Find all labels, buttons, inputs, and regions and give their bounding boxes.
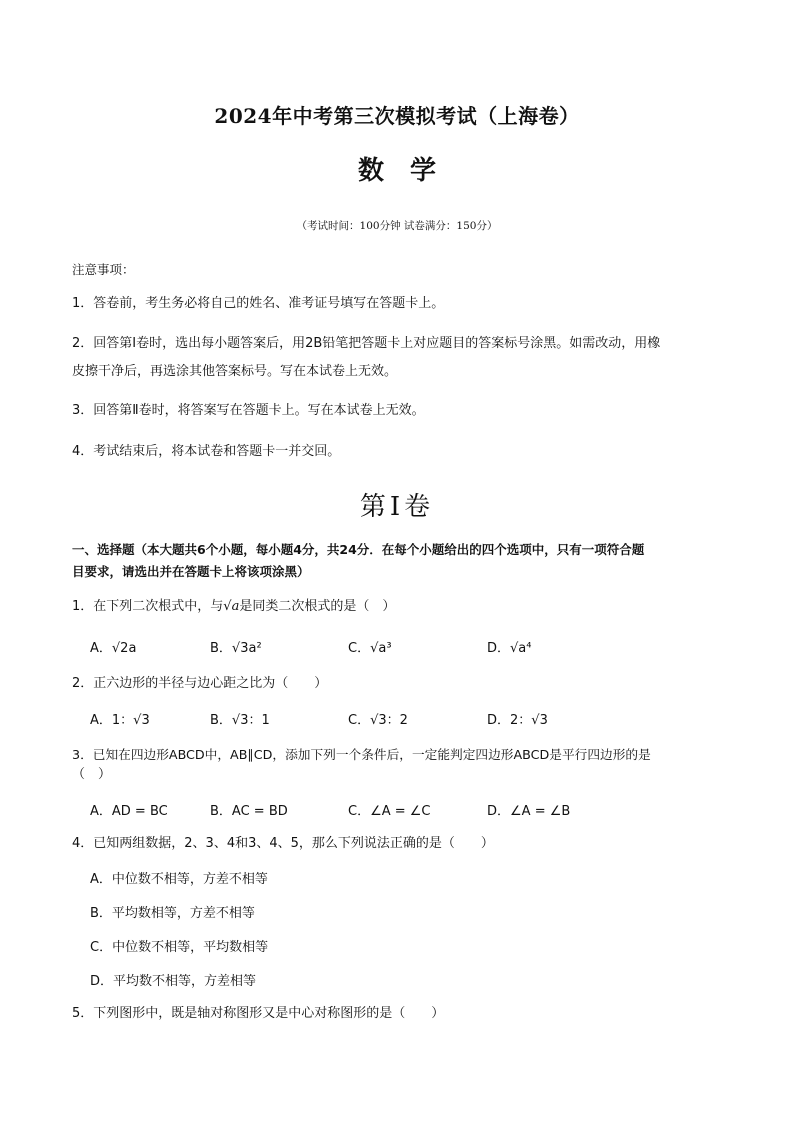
q1-option-d[interactable]: D．√a⁴ (487, 641, 532, 656)
question-3-stem-line2: （ ） (72, 767, 112, 782)
q1-stem-post: 是同类二次根式的是（ ） (239, 599, 396, 614)
q1-option-c[interactable]: C．√a³ (348, 641, 392, 656)
part1-intro-line1: 一、选择题（本大题共6个小题，每小题4分，共24分．在每个小题给出的四个选项中，只有一项符合题 (72, 542, 645, 557)
section-title: 第Ⅰ卷 (359, 492, 435, 522)
q4-option-a[interactable]: A．中位数不相等，方差不相等 (90, 872, 268, 887)
q4-option-d[interactable]: D．平均数不相等，方差相等 (90, 974, 257, 989)
q4-option-c[interactable]: C．中位数不相等，平均数相等 (90, 940, 269, 955)
q1-option-a[interactable]: A．√2a (90, 641, 137, 656)
exam-title: 2024年中考第三次模拟考试（上海卷） (214, 104, 580, 128)
part1-intro-line2: 目要求，请选出并在答题卡上将该项涂黑） (72, 564, 310, 579)
notice-item-1: 1．答卷前，考生务必将自己的姓名、准考证号填写在答题卡上。 (72, 296, 445, 311)
q2-option-d[interactable]: D．2：√3 (487, 713, 548, 728)
q3-option-c[interactable]: C．∠A = ∠C (348, 804, 431, 819)
question-3-stem-line1: 3．已知在四边形ABCD中，AB∥CD，添加下列一个条件后，一定能判定四边形ABCD是平行四边形的是 (72, 747, 651, 762)
question-2-stem: 2．正六边形的半径与边心距之比为（ ） (72, 676, 328, 691)
notice-heading: 注意事项： (72, 262, 135, 277)
q3-option-d[interactable]: D．∠A = ∠B (487, 804, 571, 819)
question-2-options (90, 709, 690, 729)
q2-option-c[interactable]: C．√3：2 (348, 713, 408, 728)
exam-meta: （考试时间：100分钟 试卷满分：150分） (296, 220, 498, 232)
q1-stem-math: √a (223, 599, 240, 614)
question-5-stem: 5．下列图形中，既是轴对称图形又是中心对称图形的是（ ） (72, 1006, 445, 1021)
notice-item-4: 4．考试结束后，将本试卷和答题卡一并交回。 (72, 444, 341, 459)
q3-option-b[interactable]: B．AC = BD (210, 804, 288, 819)
notice-item-2: 2．回答第Ⅰ卷时，选出每小题答案后，用2B铅笔把答题卡上对应题目的答案标号涂黑。如需改动，用橡 (72, 336, 661, 351)
question-3-options (90, 800, 690, 820)
q1-stem-pre: 1．在下列二次根式中，与 (72, 599, 224, 614)
q4-option-b[interactable]: B．平均数相等，方差不相等 (90, 906, 255, 921)
q2-option-a[interactable]: A．1：√3 (90, 713, 150, 728)
question-1-stem (72, 593, 722, 620)
q3-option-a[interactable]: A．AD = BC (90, 804, 168, 819)
question-1-options (90, 637, 690, 657)
q2-option-b[interactable]: B．√3：1 (210, 713, 270, 728)
question-4-stem: 4．已知两组数据，2、3、4和3、4、5，那么下列说法正确的是（ ） (72, 836, 494, 851)
q1-option-b[interactable]: B．√3a² (210, 641, 262, 656)
notice-item-2-cont: 皮擦干净后，再选涂其他答案标号。写在本试卷上无效。 (72, 364, 398, 379)
notice-item-3: 3．回答第Ⅱ卷时，将答案写在答题卡上。写在本试卷上无效。 (72, 403, 425, 418)
subject-title: 数学 (357, 156, 462, 186)
